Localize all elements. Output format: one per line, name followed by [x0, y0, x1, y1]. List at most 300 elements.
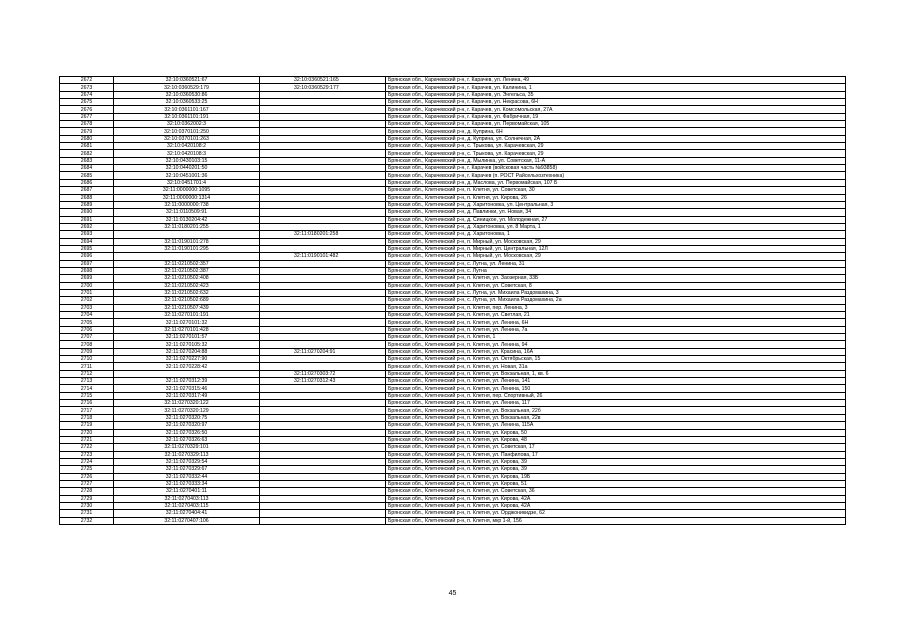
cadastral-number-cell: 32:11:0190101:278	[114, 238, 260, 245]
row-number-cell: 2716	[60, 400, 114, 407]
row-number-cell: 2679	[60, 128, 114, 135]
related-cadastral-number-cell	[260, 150, 386, 157]
related-cadastral-number-cell	[260, 135, 386, 142]
row-number-cell: 2731	[60, 510, 114, 517]
address-cell: Брянская обл., Карачевский р-н, г. Карачев, ул. Фабричная, 19	[386, 113, 846, 120]
address-cell: Брянская обл., Карачевский р-н, г. Карачев (войсковая часть №93858)	[386, 165, 846, 172]
related-cadastral-number-cell	[260, 179, 386, 186]
address-cell: Брянская обл., Карачевский р-н, г. Карачев, ул. Калинина, 1	[386, 84, 846, 91]
address-cell: Брянская обл., Клетнянский р-н, п. Клетня, ул. Кирова, 19Б	[386, 473, 846, 480]
cadastral-number-cell: 32:11:0270404:41	[114, 510, 260, 517]
row-number-cell: 2684	[60, 165, 114, 172]
table-row	[60, 150, 846, 157]
related-cadastral-number-cell	[260, 106, 386, 113]
related-cadastral-number-cell	[260, 495, 386, 502]
address-cell: Брянская обл., Клетнянский р-н, с. Лутна, ул. Михаила Раздомахина, 2а	[386, 297, 846, 304]
address-cell: Брянская обл., Карачевский р-н, д. Куприна, 6Н	[386, 128, 846, 135]
row-number-cell: 2715	[60, 392, 114, 399]
cadastral-number-cell: 32:11:0270329:101	[114, 444, 260, 451]
table-row	[60, 304, 846, 311]
related-cadastral-number-cell	[260, 245, 386, 252]
table-row	[60, 363, 846, 370]
related-cadastral-number-cell	[260, 172, 386, 179]
row-number-cell: 2726	[60, 473, 114, 480]
address-cell: Брянская обл., Клетнянский р-н, с. Лутна, ул. Ленина, 31	[386, 260, 846, 267]
related-cadastral-number-cell	[260, 407, 386, 414]
table-row	[60, 422, 846, 429]
cadastral-number-cell: 32:11:0000000:738	[114, 201, 260, 208]
cadastral-number-cell: 32:11:0270329:54	[114, 458, 260, 465]
table-row	[60, 502, 846, 509]
row-number-cell: 2703	[60, 304, 114, 311]
address-cell: Брянская обл., Клетнянский р-н, п. Клетня, ул. Ленина, 7а	[386, 326, 846, 333]
address-cell: Брянская обл., Клетнянский р-н, п. Клетня, ул. Кирова, 42А	[386, 502, 846, 509]
address-cell: Брянская обл., Клетнянский р-н, д. Харитоновка, 1	[386, 231, 846, 238]
related-cadastral-number-cell: 32:11:0270312:43	[260, 378, 386, 385]
cadastral-number-cell	[114, 370, 260, 377]
row-number-cell: 2674	[60, 91, 114, 98]
address-cell: Брянская обл., Карачевский р-н, д. Маслова, ул. Первомайская, 107 Б	[386, 179, 846, 186]
table-row	[60, 135, 846, 142]
related-cadastral-number-cell	[260, 414, 386, 421]
table-row	[60, 77, 846, 84]
row-number-cell: 2712	[60, 370, 114, 377]
address-cell: Брянская обл., Клетнянский р-н, п. Клетня, ул. Ленина, 115А	[386, 422, 846, 429]
related-cadastral-number-cell	[260, 422, 386, 429]
cadastral-number-cell: 32:11:0270317:49	[114, 392, 260, 399]
address-cell: Брянская обл., Клетнянский р-н, п. Клетня, ул. Кирова, 50	[386, 429, 846, 436]
address-cell: Брянская обл., Карачевский р-н, д. Мылинка, ул. Советская, 11-А	[386, 157, 846, 164]
row-number-cell: 2686	[60, 179, 114, 186]
table-row	[60, 282, 846, 289]
cadastral-number-cell: 32:10:0362002:3	[114, 121, 260, 128]
related-cadastral-number-cell: 32:11:0270303:72	[260, 370, 386, 377]
address-cell: Брянская обл., Клетнянский р-н, п. Клетня, ул. Ленина, 150	[386, 385, 846, 392]
row-number-cell: 2676	[60, 106, 114, 113]
row-number-cell: 2685	[60, 172, 114, 179]
address-cell: Брянская обл., Клетнянский р-н, п. Клетня, ул. Светлая, 21	[386, 312, 846, 319]
row-number-cell: 2720	[60, 429, 114, 436]
related-cadastral-number-cell	[260, 510, 386, 517]
table-row	[60, 128, 846, 135]
cadastral-number-cell: 32:10:0361101:167	[114, 106, 260, 113]
related-cadastral-number-cell	[260, 121, 386, 128]
address-cell: Брянская обл., Клетнянский р-н, п. Мирный, ул. Центральная, 12Л	[386, 245, 846, 252]
cadastral-number-cell	[114, 253, 260, 260]
address-cell: Брянская обл., Карачевский р-н, г. Карачев, ул. Ленина, 49	[386, 77, 846, 84]
related-cadastral-number-cell	[260, 194, 386, 201]
row-number-cell: 2732	[60, 517, 114, 524]
address-cell: Брянская обл., Клетнянский р-н, п. Клетня, ул. Кирова, 48	[386, 436, 846, 443]
cadastral-number-cell: 32:11:0180201:255	[114, 223, 260, 230]
cadastral-number-cell: 32:10:0360530:86	[114, 91, 260, 98]
related-cadastral-number-cell	[260, 201, 386, 208]
row-number-cell: 2721	[60, 436, 114, 443]
address-cell: Брянская обл., Карачевский р-н, с. Трыкова, ул. Карачевская, 29	[386, 150, 846, 157]
cadastral-number-cell: 32:11:0210502:408	[114, 275, 260, 282]
table-row	[60, 113, 846, 120]
row-number-cell: 2678	[60, 121, 114, 128]
related-cadastral-number-cell	[260, 488, 386, 495]
cadastral-number-cell: 32:11:0270320:97	[114, 422, 260, 429]
row-number-cell: 2713	[60, 378, 114, 385]
table-row	[60, 334, 846, 341]
address-cell: Брянская обл., Клетнянский р-н, п. Мирный, ул. Московская, 29	[386, 253, 846, 260]
table-row	[60, 378, 846, 385]
related-cadastral-number-cell	[260, 517, 386, 524]
related-cadastral-number-cell	[260, 319, 386, 326]
cadastral-number-cell: 32:10:0360533:25	[114, 99, 260, 106]
row-number-cell: 2718	[60, 414, 114, 421]
cadastral-number-cell: 32:11:0270315:46	[114, 385, 260, 392]
row-number-cell: 2698	[60, 267, 114, 274]
address-cell: Брянская обл., Клетнянский р-н, п. Клетня, ул. Советская, 30	[386, 187, 846, 194]
address-cell: Брянская обл., Клетнянский р-н, с. Лутна	[386, 267, 846, 274]
table-row	[60, 385, 846, 392]
address-cell: Брянская обл., Клетнянский р-н, п. Клетня, ул. Кирова, 26	[386, 194, 846, 201]
table-row	[60, 260, 846, 267]
row-number-cell: 2719	[60, 422, 114, 429]
table-row	[60, 99, 846, 106]
table-row	[60, 267, 846, 274]
address-cell: Брянская обл., Клетнянский р-н, п. Клетня, ул. Кирова, 39	[386, 466, 846, 473]
address-cell: Брянская обл., Клетнянский р-н, д. Синицкое, ул. Молодежная, 27	[386, 216, 846, 223]
cadastral-number-cell: 32:11:0270329:67	[114, 466, 260, 473]
row-number-cell: 2708	[60, 341, 114, 348]
address-cell: Брянская обл., Клетнянский р-н, п. Клетня, пер. Ленина, 3	[386, 304, 846, 311]
table-row	[60, 326, 846, 333]
cadastral-number-cell: 32:11:0210502:632	[114, 289, 260, 296]
address-cell: Брянская обл., Карачевский р-н, г. Карачев, ул. Комсомольская, 27А	[386, 106, 846, 113]
table-row	[60, 458, 846, 465]
related-cadastral-number-cell	[260, 209, 386, 216]
row-number-cell: 2729	[60, 495, 114, 502]
related-cadastral-number-cell	[260, 165, 386, 172]
related-cadastral-number-cell	[260, 91, 386, 98]
related-cadastral-number-cell: 32:10:0360529:177	[260, 84, 386, 91]
table-row	[60, 400, 846, 407]
table-row	[60, 392, 846, 399]
related-cadastral-number-cell	[260, 480, 386, 487]
row-number-cell: 2723	[60, 451, 114, 458]
cadastral-number-cell: 32:11:0000000:1314	[114, 194, 260, 201]
related-cadastral-number-cell	[260, 216, 386, 223]
cadastral-number-cell: 32:11:0270227:90	[114, 356, 260, 363]
related-cadastral-number-cell	[260, 356, 386, 363]
row-number-cell: 2710	[60, 356, 114, 363]
cadastral-number-cell: 32:11:0270101:191	[114, 312, 260, 319]
table-row	[60, 407, 846, 414]
address-cell: Брянская обл., Клетнянский р-н, п. Клетня, ул. Заозерная, 33Б	[386, 275, 846, 282]
cadastral-number-cell: 32:11:0270320:75	[114, 414, 260, 421]
address-cell: Брянская обл., Клетнянский р-н, п. Клетня, ул. Ленина, 117	[386, 400, 846, 407]
address-cell: Брянская обл., Карачевский р-н, г. Карачев, ул. Первомайская, 105	[386, 121, 846, 128]
related-cadastral-number-cell	[260, 275, 386, 282]
cadastral-number-cell: 32:11:0000000:1095	[114, 187, 260, 194]
related-cadastral-number-cell	[260, 341, 386, 348]
table-row	[60, 179, 846, 186]
cadastral-number-cell: 32:11:0270326:50	[114, 429, 260, 436]
row-number-cell: 2692	[60, 223, 114, 230]
address-cell: Брянская обл., Клетнянский р-н, п. Клетня, ул. Советская, 8	[386, 282, 846, 289]
table-row	[60, 223, 846, 230]
table-row	[60, 510, 846, 517]
table-row	[60, 231, 846, 238]
cadastral-number-cell: 32:11:0270228:42	[114, 363, 260, 370]
address-cell: Брянская обл., Клетнянский р-н, п. Клетня, ул. Ленина, 94	[386, 341, 846, 348]
table-row	[60, 253, 846, 260]
row-number-cell: 2722	[60, 444, 114, 451]
cadastral-number-cell: 32:10:0420108:2	[114, 143, 260, 150]
row-number-cell: 2687	[60, 187, 114, 194]
table-row	[60, 245, 846, 252]
row-number-cell: 2682	[60, 150, 114, 157]
address-cell: Брянская обл., Клетнянский р-н, п. Клетня, ул. Советская, 17	[386, 444, 846, 451]
cadastral-number-cell: 32:11:0270333:34	[114, 480, 260, 487]
address-cell: Брянская обл., Клетнянский р-н, п. Клетня, мкр 1-й, 156	[386, 517, 846, 524]
cadastral-number-cell: 32:11:0130204:42	[114, 216, 260, 223]
cadastral-number-cell: 32:11:0270101:428	[114, 326, 260, 333]
row-number-cell: 2683	[60, 157, 114, 164]
table-row	[60, 238, 846, 245]
row-number-cell: 2701	[60, 289, 114, 296]
related-cadastral-number-cell	[260, 436, 386, 443]
cadastral-number-cell: 32:11:0270320:122	[114, 400, 260, 407]
row-number-cell: 2695	[60, 245, 114, 252]
related-cadastral-number-cell	[260, 282, 386, 289]
row-number-cell: 2673	[60, 84, 114, 91]
cadastral-number-cell: 32:11:0270326:63	[114, 436, 260, 443]
address-cell: Брянская обл., Клетнянский р-н, д. Павлинки, ул. Новая, 34	[386, 209, 846, 216]
related-cadastral-number-cell	[260, 451, 386, 458]
table-row	[60, 436, 846, 443]
address-cell: Брянская обл., Клетнянский р-н, п. Клетня, ул. Кирова, 42А	[386, 495, 846, 502]
table-row	[60, 172, 846, 179]
row-number-cell: 2730	[60, 502, 114, 509]
table-row	[60, 356, 846, 363]
table-row	[60, 275, 846, 282]
related-cadastral-number-cell	[260, 267, 386, 274]
address-cell: Брянская обл., Клетнянский р-н, п. Мирный, ул. Московская, 29	[386, 238, 846, 245]
related-cadastral-number-cell	[260, 363, 386, 370]
related-cadastral-number-cell	[260, 260, 386, 267]
related-cadastral-number-cell	[260, 238, 386, 245]
cadastral-number-cell	[114, 231, 260, 238]
row-number-cell: 2675	[60, 99, 114, 106]
cadastral-number-cell: 32:11:0270101:57	[114, 334, 260, 341]
row-number-cell: 2699	[60, 275, 114, 282]
table-row	[60, 289, 846, 296]
address-cell: Брянская обл., Клетнянский р-н, п. Клетня, ул. Кирова, 39	[386, 458, 846, 465]
table-row	[60, 84, 846, 91]
related-cadastral-number-cell	[260, 304, 386, 311]
cadastral-number-cell: 32:11:0270329:113	[114, 451, 260, 458]
table-row	[60, 495, 846, 502]
related-cadastral-number-cell	[260, 334, 386, 341]
related-cadastral-number-cell	[260, 143, 386, 150]
address-cell: Брянская обл., Клетнянский р-н, п. Клетня, ул. Кирова, 51	[386, 480, 846, 487]
address-cell: Брянская обл., Карачевский р-н, г. Карачев, ул. Некрасова, 6Н	[386, 99, 846, 106]
related-cadastral-number-cell	[260, 297, 386, 304]
related-cadastral-number-cell	[260, 502, 386, 509]
table-row	[60, 517, 846, 524]
cadastral-number-cell: 32:10:0370101:250	[114, 128, 260, 135]
related-cadastral-number-cell	[260, 385, 386, 392]
address-cell: Брянская обл., Карачевский р-н, с. Трыкова, ул. Карачевская, 29	[386, 143, 846, 150]
table-row	[60, 370, 846, 377]
row-number-cell: 2688	[60, 194, 114, 201]
table-row	[60, 194, 846, 201]
related-cadastral-number-cell	[260, 429, 386, 436]
cadastral-number-cell: 32:11:0210502:387	[114, 267, 260, 274]
registry-table-wrapper	[59, 76, 846, 525]
cadastral-number-cell: 32:10:0420108:3	[114, 150, 260, 157]
table-row	[60, 480, 846, 487]
row-number-cell: 2697	[60, 260, 114, 267]
related-cadastral-number-cell: 32:11:0190101:482	[260, 253, 386, 260]
row-number-cell: 2700	[60, 282, 114, 289]
related-cadastral-number-cell: 32:11:0270204:91	[260, 348, 386, 355]
related-cadastral-number-cell	[260, 466, 386, 473]
related-cadastral-number-cell	[260, 113, 386, 120]
row-number-cell: 2694	[60, 238, 114, 245]
row-number-cell: 2680	[60, 135, 114, 142]
related-cadastral-number-cell	[260, 392, 386, 399]
related-cadastral-number-cell: 32:10:0360521:165	[260, 77, 386, 84]
address-cell: Брянская обл., Клетнянский р-н, п. Клетня, ул. Красина, 16А	[386, 348, 846, 355]
cadastral-number-cell: 32:11:0270105:32	[114, 341, 260, 348]
address-cell: Брянская обл., Карачевский р-н, г. Карачев (п. РОСТ Райсельхозтехника)	[386, 172, 846, 179]
related-cadastral-number-cell	[260, 223, 386, 230]
cadastral-number-cell: 32:11:0210502:689	[114, 297, 260, 304]
table-row	[60, 312, 846, 319]
cadastral-number-cell: 32:11:0270403:113	[114, 495, 260, 502]
table-row	[60, 165, 846, 172]
row-number-cell: 2689	[60, 201, 114, 208]
related-cadastral-number-cell	[260, 400, 386, 407]
table-row	[60, 488, 846, 495]
address-cell: Брянская обл., Клетнянский р-н, д. Харитоновка, ул. 8 Марта, 1	[386, 223, 846, 230]
address-cell: Брянская обл., Клетнянский р-н, п. Клетня, ул. Ленина, 141	[386, 378, 846, 385]
address-cell: Брянская обл., Клетнянский р-н, п. Клетня, ул. Вокзальная, 1, кв. 6	[386, 370, 846, 377]
row-number-cell: 2728	[60, 488, 114, 495]
address-cell: Брянская обл., Клетнянский р-н, п. Клетня, ул. Орджоникидзе, 62	[386, 510, 846, 517]
row-number-cell: 2691	[60, 216, 114, 223]
address-cell: Брянская обл., Клетнянский р-н, п. Клетня, ул. Советская, 36	[386, 488, 846, 495]
cadastral-number-cell: 32:10:0430103:15	[114, 157, 260, 164]
row-number-cell: 2690	[60, 209, 114, 216]
table-row	[60, 216, 846, 223]
table-row	[60, 121, 846, 128]
row-number-cell: 2696	[60, 253, 114, 260]
table-row	[60, 319, 846, 326]
cadastral-number-cell: 32:11:0210502:357	[114, 260, 260, 267]
address-cell: Брянская обл., Клетнянский р-н, п. Клетня, 1	[386, 334, 846, 341]
table-row	[60, 297, 846, 304]
row-number-cell: 2672	[60, 77, 114, 84]
table-row	[60, 209, 846, 216]
table-row	[60, 348, 846, 355]
cadastral-number-cell: 32:11:0270403:115	[114, 502, 260, 509]
cadastral-number-cell: 32:11:0270332:44	[114, 473, 260, 480]
row-number-cell: 2681	[60, 143, 114, 150]
row-number-cell: 2717	[60, 407, 114, 414]
related-cadastral-number-cell	[260, 444, 386, 451]
table-row	[60, 341, 846, 348]
cadastral-number-cell: 32:10:0360529:179	[114, 84, 260, 91]
table-row	[60, 466, 846, 473]
address-cell: Брянская обл., Клетнянский р-н, п. Клетня, ул. Панфилова, 17	[386, 451, 846, 458]
row-number-cell: 2704	[60, 312, 114, 319]
cadastral-number-cell: 32:10:0451701:4	[114, 179, 260, 186]
row-number-cell: 2677	[60, 113, 114, 120]
address-cell: Брянская обл., Клетнянский р-н, д. Харитоновка, ул. Центральная, 3	[386, 201, 846, 208]
cadastral-number-cell: 32:11:0210507:439	[114, 304, 260, 311]
table-row	[60, 429, 846, 436]
cadastral-number-cell: 32:11:0270101:32	[114, 319, 260, 326]
row-number-cell: 2711	[60, 363, 114, 370]
related-cadastral-number-cell	[260, 473, 386, 480]
related-cadastral-number-cell	[260, 187, 386, 194]
address-cell: Брянская обл., Карачевский р-н, г. Карачев, ул. Энгельса, 35	[386, 91, 846, 98]
cadastral-number-cell: 32:10:0360521:67	[114, 77, 260, 84]
related-cadastral-number-cell	[260, 312, 386, 319]
row-number-cell: 2706	[60, 326, 114, 333]
related-cadastral-number-cell	[260, 99, 386, 106]
table-row	[60, 187, 846, 194]
table-row	[60, 473, 846, 480]
cadastral-number-cell: 32:10:0440201:50	[114, 165, 260, 172]
cadastral-number-cell: 32:11:0270204:88	[114, 348, 260, 355]
table-row	[60, 106, 846, 113]
address-cell: Брянская обл., Клетнянский р-н, п. Клетня, ул. Новая, 31а	[386, 363, 846, 370]
table-row	[60, 414, 846, 421]
registry-table	[59, 76, 846, 525]
row-number-cell: 2724	[60, 458, 114, 465]
table-row	[60, 157, 846, 164]
row-number-cell: 2709	[60, 348, 114, 355]
address-cell: Брянская обл., Клетнянский р-н, п. Клетня, пер. Спортивный, 26	[386, 392, 846, 399]
registry-table-body	[60, 77, 846, 525]
cadastral-number-cell: 32:11:0210502:423	[114, 282, 260, 289]
row-number-cell: 2714	[60, 385, 114, 392]
cadastral-number-cell: 32:11:0190101:295	[114, 245, 260, 252]
page-number: 45	[448, 590, 457, 597]
cadastral-number-cell: 32:11:0110509:91	[114, 209, 260, 216]
address-cell: Брянская обл., Клетнянский р-н, п. Клетня, ул. Вокзальная, 22б	[386, 407, 846, 414]
cadastral-number-cell: 32:11:0270407:106	[114, 517, 260, 524]
related-cadastral-number-cell	[260, 128, 386, 135]
cadastral-number-cell: 32:11:0270320:129	[114, 407, 260, 414]
related-cadastral-number-cell: 32:11:0180201:258	[260, 231, 386, 238]
table-row	[60, 91, 846, 98]
table-row	[60, 444, 846, 451]
address-cell: Брянская обл., Клетнянский р-н, п. Клетня, ул. Вокзальная, 22в	[386, 414, 846, 421]
table-row	[60, 143, 846, 150]
row-number-cell: 2725	[60, 466, 114, 473]
row-number-cell: 2707	[60, 334, 114, 341]
cadastral-number-cell: 32:11:0270312:39	[114, 378, 260, 385]
related-cadastral-number-cell	[260, 326, 386, 333]
address-cell: Брянская обл., Карачевский р-н, д. Куприна, ул. Солнечная, 2А	[386, 135, 846, 142]
table-row	[60, 451, 846, 458]
cadastral-number-cell: 32:10:0361101:191	[114, 113, 260, 120]
row-number-cell: 2702	[60, 297, 114, 304]
cadastral-number-cell: 32:10:0451001:36	[114, 172, 260, 179]
table-row	[60, 201, 846, 208]
related-cadastral-number-cell	[260, 458, 386, 465]
address-cell: Брянская обл., Клетнянский р-н, п. Клетня, ул. Ленина, 6Н	[386, 319, 846, 326]
